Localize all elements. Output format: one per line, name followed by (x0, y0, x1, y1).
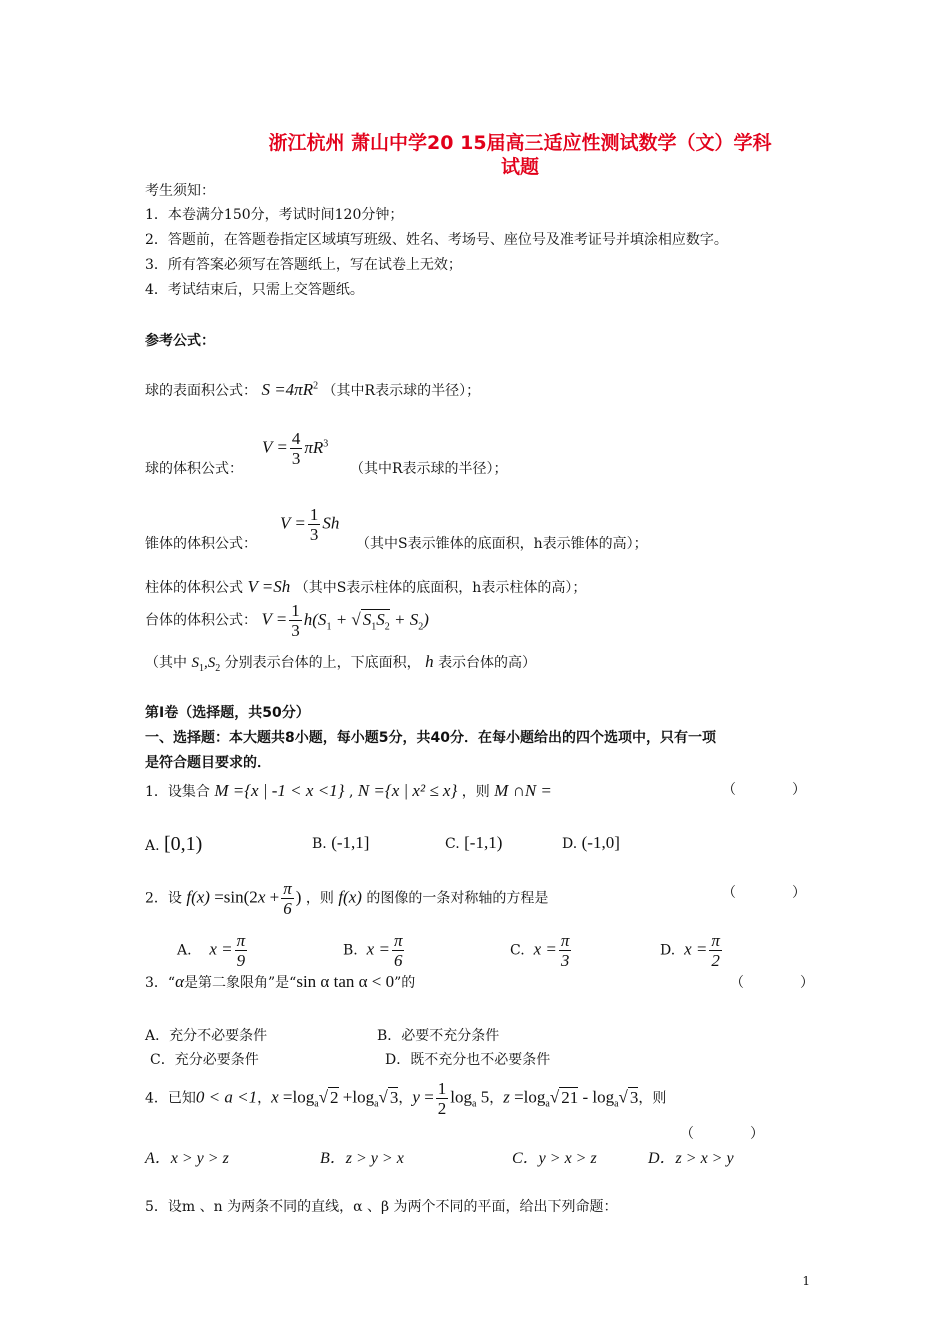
q4-option-a: A．x > y > z (145, 1150, 229, 1167)
q4-option-c: C．y > x > z (512, 1150, 597, 1167)
sphere-area-note: （其中R表示球的半径）； (322, 383, 481, 399)
q1-set-m: M ={x | -1 < x <1} (214, 781, 345, 800)
prism-volume-note: （其中S表示柱体的底面积，h表示柱体的高）； (294, 580, 587, 596)
q2-stem: 2．设 f(x) =sin(2x + $\frac{\pi}{6}$ ) ，则 f(x) 的图像的一条对称轴的方程是 (145, 879, 549, 918)
notice-item-1: 1．本卷满分150分，考试时间120分钟； (145, 207, 404, 223)
sphere-volume-note: （其中R表示球的半径）； (350, 461, 508, 477)
notice-heading: 考生须知： (145, 183, 215, 199)
q4-option-b: B．z > y > x (320, 1150, 404, 1167)
section1-heading: 第Ⅰ卷（选择题，共50分） (145, 705, 310, 721)
q4-condition: 0 < a <1 (195, 1087, 258, 1107)
section1-instruction-1: 一、选择题：本大题共8小题，每小题5分，共40分．在每小题给出的四个选项中，只有一项 (145, 730, 716, 746)
frustum-note-row: （其中 $S_1,S_2$ 分别表示台体的上，下底面积， h 表示台体的高） (145, 652, 537, 674)
q1-options: A. [0,1) (145, 833, 203, 855)
q2-option-b: B. x = $\frac{\pi}{6}$ (343, 931, 403, 970)
sphere-area-label: 球的表面积公式： (145, 383, 257, 399)
q3-option-b: B．必要不充分条件 (377, 1028, 500, 1044)
sphere-volume-label: 球的体积公式： (145, 461, 243, 477)
cone-volume-note: （其中S表示锥体的底面积，h表示锥体的高）； (356, 536, 648, 552)
q1-option-d: (-1,0] (581, 833, 620, 852)
prism-volume-label: 柱体的体积公式 (145, 580, 243, 596)
q3-option-d: D．既不充分也不必要条件 (385, 1052, 551, 1068)
q1-target: M ∩N = (494, 781, 552, 800)
prism-volume-formula: V =Sh (247, 577, 291, 596)
q5-stem: 5．设m 、n 为两条不同的直线，α 、β 为两个不同的平面，给出下列命题： (145, 1199, 618, 1215)
prism-volume-row (145, 577, 586, 597)
q1-option-c: [-1,1) (464, 833, 503, 852)
notice-item-4: 4．考试结束后，只需上交答题纸。 (145, 282, 364, 298)
exam-title-line2: 试题 (500, 156, 539, 178)
notice-item-3: 3．所有答案必须写在答题纸上，写在试卷上无效； (145, 257, 462, 273)
sphere-volume-formula: V = $\frac{4}{3}$ $\pi R^3$ (262, 429, 329, 468)
sphere-area-row (145, 380, 480, 400)
q3-condition: sin α tan α < 0 (296, 972, 395, 991)
q2-option-a: A. x = $\frac{\pi}{9}$ (177, 931, 246, 970)
q4-option-d: D．z > x > y (648, 1150, 734, 1167)
q3-answer-paren: （ ） (730, 975, 814, 991)
q2-option-d: D. x = $\frac{\pi}{2}$ (660, 931, 720, 970)
cone-volume-formula: V = $\frac{1}{3}$ Sh (280, 505, 340, 544)
q2-answer-paren: （ ） (722, 885, 806, 901)
frustum-note-b: 分别表示台体的上，下底面积， (224, 655, 421, 671)
q1-option-a: [0,1) (164, 833, 203, 855)
q1-option-b: (-1,1] (331, 833, 370, 852)
q1-option-c-row: C. [-1,1) (445, 833, 503, 852)
q3-stem: 3．“α是第二象限角”是“sin α tan α < 0”的 (145, 972, 416, 991)
q1-answer-paren: （ ） (722, 782, 806, 798)
q1-option-b-row: B. (-1,1] (312, 833, 370, 852)
q3-option-c: C．充分必要条件 (150, 1052, 259, 1068)
q1-option-d-row: D. (-1,0] (562, 833, 620, 852)
q1-stem: 1．设集合 M ={x | -1 < x <1} , N ={x | x² ≤ x} ，则 M ∩N = (145, 781, 552, 800)
frustum-note-c: 表示台体的高） (438, 655, 537, 671)
q4-stem: 4．已知0 < a <1，$x =\log_a√$ $2 +\log_a√$ 3，y = $\frac{1}{2}$ $\log_a 5$，$z =\log_a√$ $21 - \log_a√$ 3，则 (145, 1079, 667, 1118)
page-number: 1 (802, 1274, 810, 1288)
sphere-area-formula: $S =4\pi R^2$ (261, 380, 319, 399)
q4-answer-paren: （ ） (680, 1126, 764, 1142)
frustum-volume-label: 台体的体积公式： (145, 612, 257, 629)
exam-title-line1: 浙江杭州 萧山中学20 15届高三适应性测试数学（文）学科 (268, 132, 772, 154)
q3-option-a: A．充分不必要条件 (145, 1028, 268, 1044)
frustum-note-a: （其中 (145, 655, 187, 671)
q1-set-n: N ={x | x² ≤ x} (357, 781, 458, 800)
frustum-volume-row: 台体的体积公式： V = $\frac{1}{3}$ $h(S_1$ + √ $S_1S_2 + S_2$) (145, 601, 429, 640)
formulas-heading: 参考公式： (145, 333, 215, 349)
q2-option-c: C. x = $\frac{\pi}{3}$ (510, 931, 570, 970)
cone-volume-label: 锥体的体积公式： (145, 536, 257, 552)
notice-item-2: 2．答题前，在答题卷指定区域填写班级、姓名、考场号、座位号及准考证号并填涂相应数字。 (145, 232, 728, 248)
section1-instruction-2: 是符合题目要求的． (145, 755, 271, 771)
